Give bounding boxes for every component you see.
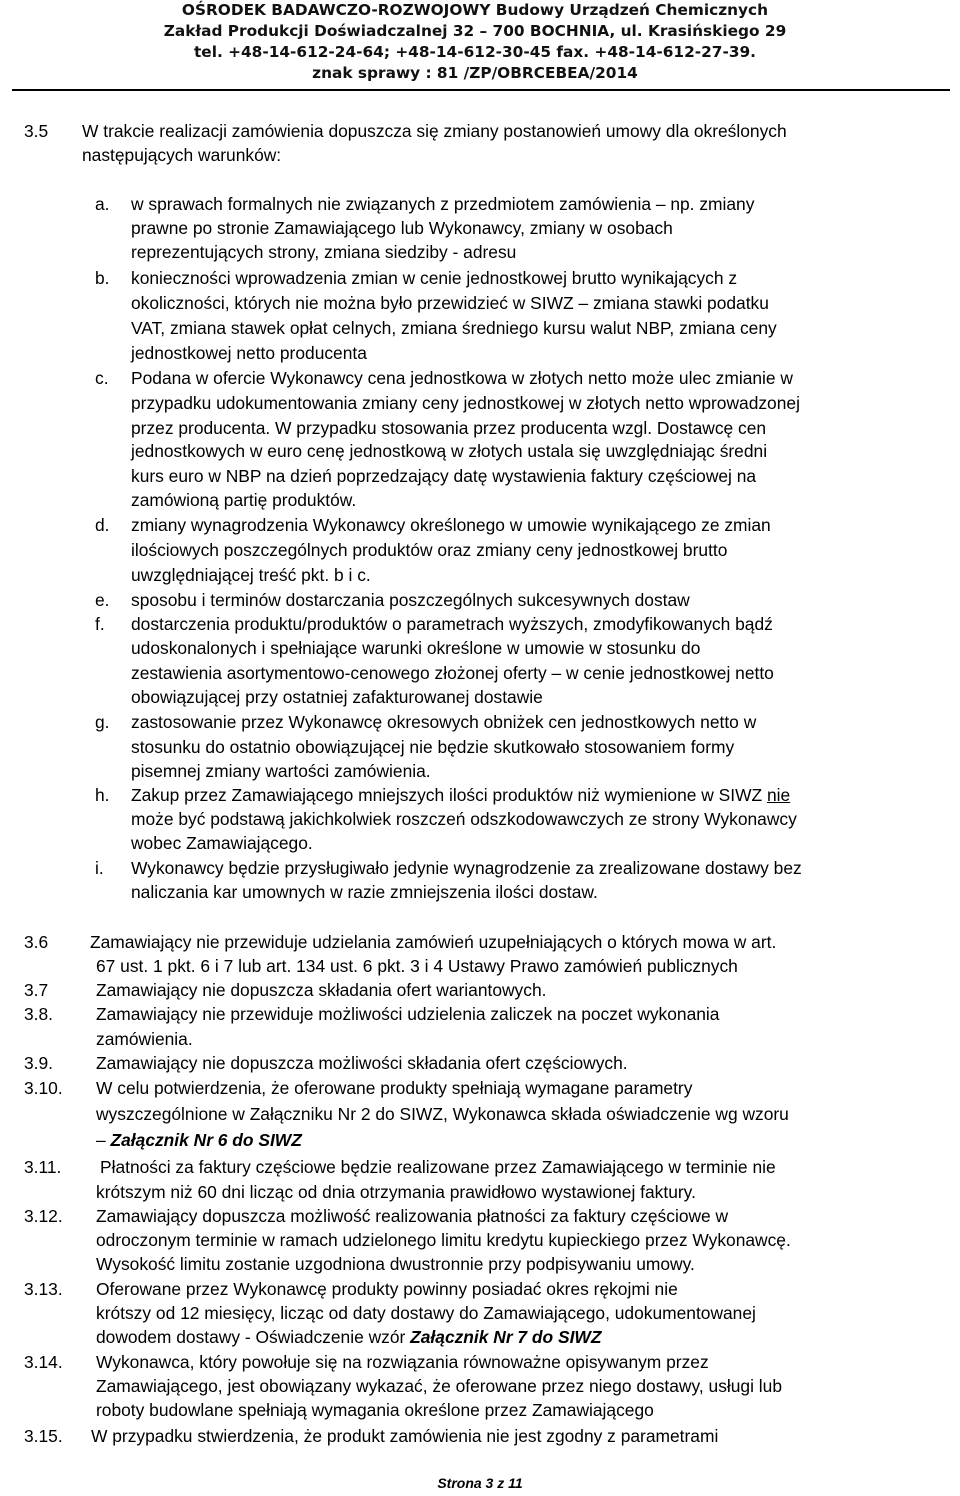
letterhead-line-4: znak sprawy : 81 /ZP/OBRCEBEA/2014: [312, 64, 638, 82]
item-d-line-1: zmiany wynagrodzenia Wykonawcy określonego w umowie wynikającego ze zmian: [131, 515, 771, 535]
item-f-line-3: zestawienia asortymentowo-cenowego złożonej oferty – w cenie jednostkowej netto: [131, 663, 774, 683]
section-3-10-line-3: [96, 1128, 302, 1152]
item-d-line-3: uwzględniającej treść pkt. b i c.: [131, 565, 371, 585]
item-f-marker: f.: [95, 614, 105, 634]
item-e-marker: e.: [95, 590, 110, 610]
item-i-line-1: Wykonawcy będzie przysługiwało jedynie wynagrodzenie za zrealizowane dostawy bez: [131, 858, 802, 878]
section-3-14-line-3: roboty budowlane spełniają wymagania określone przez Zamawiającego: [96, 1400, 654, 1420]
item-b-marker: b.: [95, 268, 110, 288]
section-3-5-line-2: następujących warunków:: [82, 145, 282, 165]
item-c-line-3: przez producenta. W przypadku stosowania przez producenta wzgl. Dostawcę cen: [131, 418, 767, 438]
section-3-7-line-1: Zamawiający nie dopuszcza składania ofert wariantowych.: [96, 980, 547, 1000]
section-3-8-line-1: Zamawiający nie przewiduje możliwości udzielenia zaliczek na poczet wykonania: [96, 1004, 720, 1024]
section-3-13-line-2: krótszy od 12 miesięcy, licząc od daty dostawy do Zamawiającego, udokumentowanej: [96, 1303, 756, 1323]
section-3-10-line-2: wyszczególnione w Załączniku Nr 2 do SIWZ, Wykonawca składa oświadczenie wg wzoru: [96, 1104, 789, 1124]
section-3-14-line-2: Zamawiającego, jest obowiązany wykazać, że oferowane przez niego dostawy, usługi lub: [96, 1376, 783, 1396]
section-3-12-line-2: odroczonym terminie w ramach udzielonego limitu kredytu kupieckiego przez Wykonawcę.: [96, 1230, 791, 1250]
letterhead-line-2: Zakład Produkcji Doświadczalnej 32 – 700 BOCHNIA, ul. Krasińskiego 29: [163, 22, 787, 40]
section-number-3-13: 3.13.: [24, 1279, 63, 1299]
section-3-11-line-1: Płatności za faktury częściowe będzie realizowane przez Zamawiającego w terminie nie: [100, 1157, 776, 1177]
item-a-line-2: prawne po stronie Zamawiającego lub Wykonawcy, zmiany w osobach: [131, 218, 673, 238]
section-3-12-line-3: Wysokość limitu zostanie uzgodniona dwustronnie przy podpisywaniu umowy.: [96, 1254, 695, 1274]
item-g-line-1: zastosowanie przez Wykonawcę okresowych obniżek cen jednostkowych netto w: [131, 712, 757, 732]
item-g-line-3: pisemnej zmiany wartości zamówienia.: [131, 761, 431, 781]
item-g-line-2: stosunku do ostatnio obowiązującej nie będzie skutkowało stosowaniem formy: [131, 737, 735, 757]
item-c-line-1: Podana w ofercie Wykonawcy cena jednostkowa w złotych netto może ulec zmianie w: [131, 368, 793, 388]
item-f-line-4: obowiązującej przy ostatniej zafakturowanej dostawie: [131, 687, 543, 707]
item-c-marker: c.: [95, 368, 109, 388]
section-3-13-line-3-text: dowodem dostawy - Oświadczenie wzór: [96, 1327, 411, 1347]
item-b-line-3: VAT, zmiana stawek opłat celnych, zmiana średniego kursu walut NBP, zmiana ceny: [131, 318, 777, 338]
section-3-10-line-1: W celu potwierdzenia, że oferowane produkty spełniają wymagane parametry: [96, 1078, 693, 1098]
section-3-15-line-1: W przypadku stwierdzenia, że produkt zamówienia nie jest zgodny z parametrami: [91, 1426, 719, 1446]
section-number-3-15: 3.15.: [24, 1426, 63, 1446]
page-number: Strona 3 z 11: [437, 1475, 523, 1491]
section-3-8-line-2: zamówienia.: [96, 1029, 193, 1049]
section-number-3-9: 3.9.: [24, 1053, 54, 1073]
item-f-line-1: dostarczenia produktu/produktów o parametrach wyższych, zmodyfikowanych bądź: [131, 614, 773, 634]
section-3-13-line-3: [96, 1325, 601, 1349]
item-c-line-4: jednostkowych w euro cenę jednostkową w złotych ustala się uwzględniając średni: [131, 441, 768, 461]
letterhead-line-3: tel. +48-14-612-24-64; +48-14-612-30-45 fax. +48-14-612-27-39.: [193, 43, 757, 61]
section-number-3-12: 3.12.: [24, 1206, 63, 1226]
item-h-marker: h.: [95, 785, 110, 805]
section-number-3-11: 3.11.: [24, 1157, 62, 1177]
item-b-line-1: konieczności wprowadzenia zmian w cenie jednostkowej brutto wynikających z: [131, 268, 738, 288]
item-a-line-1: w sprawach formalnych nie związanych z przedmiotem zamówienia – np. zmiany: [131, 194, 755, 214]
section-3-6-line-2: 67 ust. 1 pkt. 6 i 7 lub art. 134 ust. 6 pkt. 3 i 4 Ustawy Prawo zamówień publicznych: [96, 956, 738, 976]
item-b-line-2: okoliczności, których nie można było przewidzieć w SIWZ – zmiana stawki podatku: [131, 293, 769, 313]
item-f-line-2: udoskonalonych i spełniające warunki określone w umowie w stosunku do: [131, 638, 701, 658]
section-3-6-line-1: Zamawiający nie przewiduje udzielania zamówień uzupełniających o których mowa w art.: [90, 932, 777, 952]
item-i-line-2: naliczania kar umownych w razie zmniejszenia ilości dostaw.: [131, 882, 598, 902]
section-3-14-line-1: Wykonawca, który powołuje się na rozwiązania równoważne opisywanym przez: [96, 1352, 709, 1372]
letterhead: [0, 0, 960, 84]
item-h-line-1: [131, 783, 790, 807]
letterhead-line-1: OŚRODEK BADAWCZO-ROZWOJOWY Budowy Urządzeń Chemicznych: [181, 1, 769, 19]
item-a-marker: a.: [95, 194, 110, 214]
attachment-7-reference: Załącznik Nr 7 do SIWZ: [410, 1327, 602, 1347]
section-number-3-10: 3.10.: [24, 1078, 63, 1098]
item-c-line-5: kurs euro w NBP na dzień poprzedzający datę wystawienia faktury częściowej na: [131, 466, 757, 486]
section-3-11-line-2: krótszym niż 60 dni licząc od dnia otrzymania prawidłowo wystawionej faktury.: [96, 1182, 696, 1202]
item-d-line-2: ilościowych poszczególnych produktów oraz zmiany ceny jednostkowej brutto: [131, 540, 728, 560]
item-c-line-6: zamówioną partię produktów.: [131, 490, 357, 510]
item-c-line-2: przypadku udokumentowania zmiany ceny jednostkowej w złotych netto wprowadzonej: [131, 393, 800, 413]
section-number-3-5: 3.5: [24, 121, 49, 141]
header-divider: [12, 89, 950, 91]
item-h-line-2: może być podstawą jakichkolwiek roszczeń odszkodowawczych ze strony Wykonawcy: [131, 809, 797, 829]
item-h-underlined-nie: nie: [766, 785, 791, 805]
item-a-line-3: reprezentujących strony, zmiana siedziby - adresu: [131, 242, 517, 262]
section-number-3-14: 3.14.: [24, 1352, 63, 1372]
item-d-marker: d.: [95, 515, 110, 535]
attachment-6-reference: Załącznik Nr 6 do SIWZ: [110, 1130, 302, 1150]
section-3-12-line-1: Zamawiający dopuszcza możliwość realizowania płatności za faktury częściowe w: [96, 1206, 729, 1226]
section-3-5-line-1: W trakcie realizacji zamówienia dopuszcza się zmiany postanowień umowy dla określonych: [82, 121, 787, 141]
section-3-9-line-1: Zamawiający nie dopuszcza możliwości składania ofert częściowych.: [96, 1053, 628, 1073]
section-number-3-8: 3.8.: [24, 1004, 54, 1024]
section-3-10-dash: –: [96, 1130, 111, 1150]
section-number-3-6: 3.6: [24, 932, 49, 952]
item-i-marker: i.: [95, 858, 104, 878]
item-e-line-1: sposobu i terminów dostarczania poszczególnych sukcesywnych dostaw: [131, 590, 690, 610]
item-b-line-4: jednostkowej netto producenta: [131, 343, 367, 363]
section-3-13-line-1: Oferowane przez Wykonawcę produkty powinny posiadać okres rękojmi nie: [96, 1279, 678, 1299]
item-g-marker: g.: [95, 712, 110, 732]
item-h-line-3: wobec Zamawiającego.: [131, 833, 313, 853]
item-h-line-1-text: Zakup przez Zamawiającego mniejszych ilości produktów niż wymienione w SIWZ: [131, 785, 767, 805]
section-number-3-7: 3.7: [24, 980, 49, 1000]
